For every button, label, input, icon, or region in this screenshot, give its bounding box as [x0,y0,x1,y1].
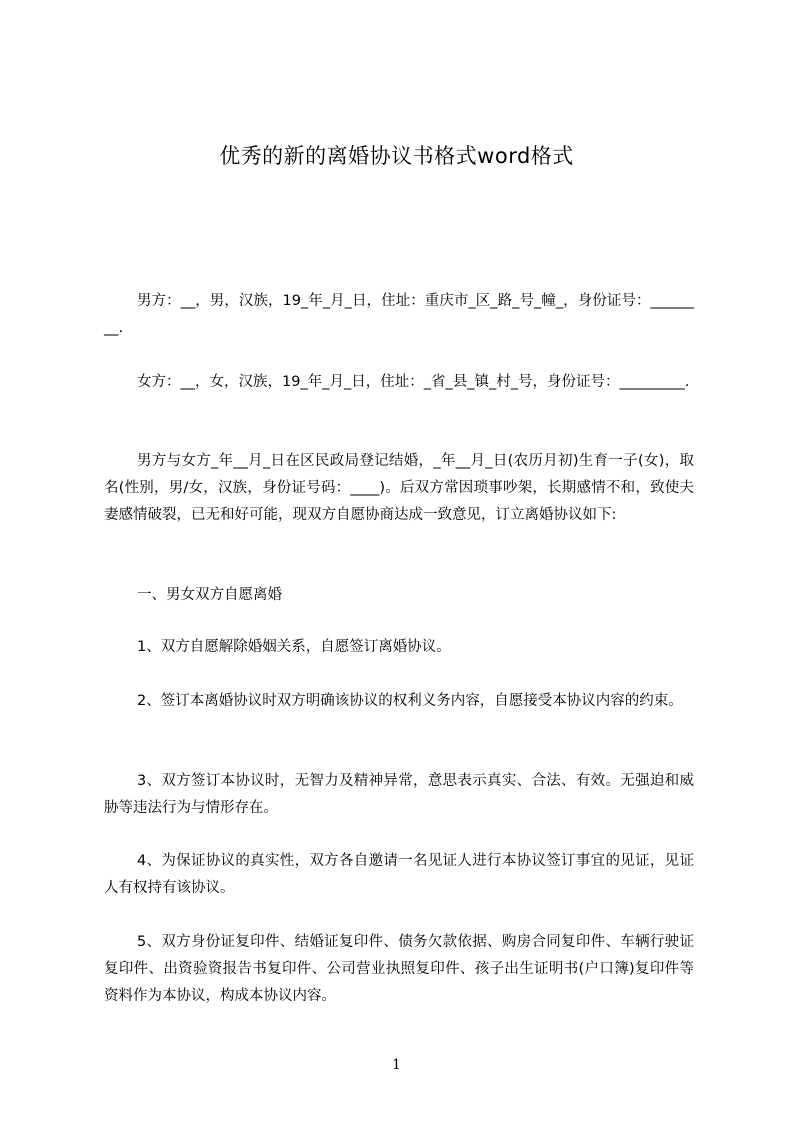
clause-2-paragraph: 2、签订本离婚协议时双方明确该协议的权利义务内容，自愿接受本协议内容的约束。 [137,693,683,709]
document-title: 优秀的新的离婚协议书格式word格式 [219,144,574,168]
clause-5-paragraph: 5、双方身份证复印件、结婚证复印件、债务欠款依据、购房合同复印件、车辆行驶证复印件、出资验资报告书复印件、公司营业执照复印件、孩子出生证明书(户口簿)复印件等资料作为本协议，构成本协议内容。 [104,934,694,1004]
clause-1-paragraph: 1、双方自愿解除婚姻关系，自愿签订离婚协议。 [137,639,451,655]
female-party-paragraph: 女方：__，女，汉族，19_年_月_日，住址：_省_县_镇_村_号，身份证号：_________. [137,374,690,390]
section-1-heading: 一、男女双方自愿离婚 [137,587,282,603]
clause-3-paragraph: 3、双方签订本协议时，无智力及精神异常，意思表示真实、合法、有效。无强迫和威胁等违法行为与情形存在。 [104,773,694,816]
page-number: 1 [392,1057,401,1073]
male-party-paragraph: 男方：__，男，汉族，19_年_月_日，住址：重庆市_区_路_号_幢_，身份证号：________. [104,293,694,336]
marriage-info-paragraph: 男方与女方_年__月_日在区民政局登记结婚，_年__月_日(农历月初)生育一子(女)，取名(性别，男/女，汉族，身份证号码：____)。后双方常因琐事吵架，长期感情不和，致使夫妻感情破裂，已无和好可能，现双方自愿协商达成一致意见，订立离婚协议如下: [104,453,694,523]
clause-4-paragraph: 4、为保证协议的真实性，双方各自邀请一名见证人进行本协议签订事宜的见证，见证人有权持有该协议。 [104,853,694,896]
